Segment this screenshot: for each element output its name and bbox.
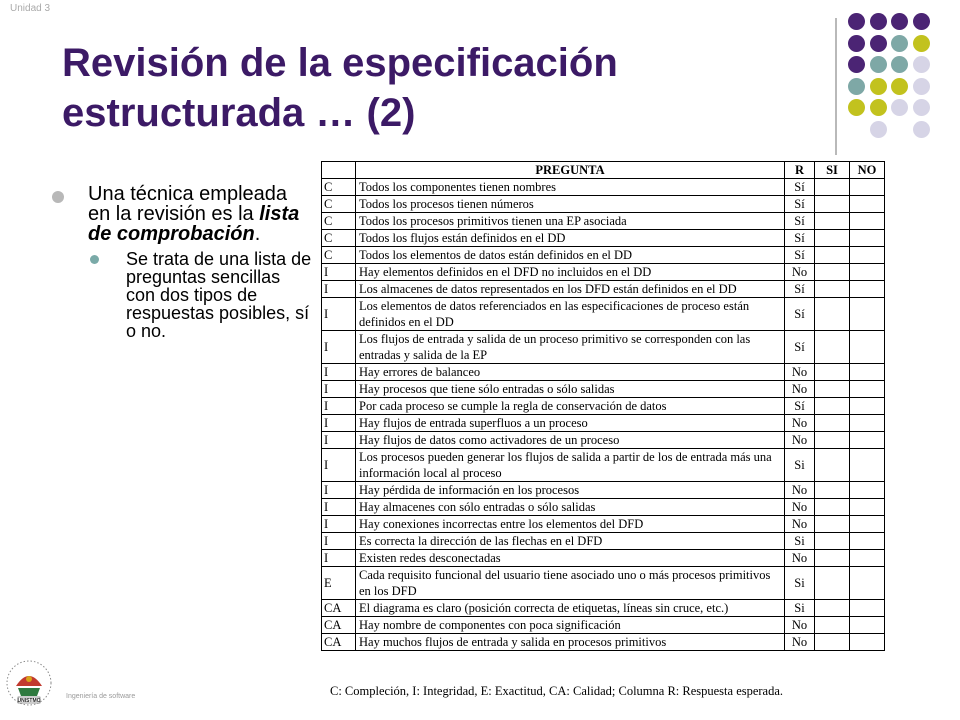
header-si: SI [815, 162, 850, 179]
title-line-2: estructurada … (2) [62, 91, 416, 135]
decorative-dot [848, 35, 865, 52]
row-type: I [322, 264, 356, 281]
bullet2-text: Se trata de una lista de preguntas sencillas con dos tipos de respuestas posibles, sí o no. [126, 249, 312, 341]
row-no [850, 415, 885, 432]
row-type: I [322, 398, 356, 415]
row-no [850, 331, 885, 364]
row-expected: No [785, 482, 815, 499]
row-si [815, 364, 850, 381]
row-type: CA [322, 634, 356, 651]
row-type: I [322, 550, 356, 567]
row-expected: No [785, 364, 815, 381]
table-row [322, 499, 885, 516]
row-no [850, 432, 885, 449]
row-si [815, 533, 850, 550]
row-type: I [322, 364, 356, 381]
row-question: Hay almacenes con sólo entradas o sólo salidas [356, 499, 785, 516]
vertical-divider [835, 18, 837, 155]
table-row [322, 398, 885, 415]
table-row [322, 298, 885, 331]
table-row [322, 449, 885, 482]
sub-bullet-marker [90, 255, 99, 264]
decorative-dot [891, 99, 908, 116]
row-no [850, 381, 885, 398]
decorative-dot [870, 99, 887, 116]
row-expected: No [785, 499, 815, 516]
decorative-dot [870, 78, 887, 95]
decorative-dot [891, 13, 908, 30]
row-no [850, 482, 885, 499]
row-si [815, 432, 850, 449]
row-question: Los elementos de datos referenciados en las especificaciones de proceso están definidos en el DD [356, 298, 785, 331]
row-si [815, 230, 850, 247]
bullet-marker [52, 191, 64, 203]
decorative-dot [913, 35, 930, 52]
row-expected: Si [785, 449, 815, 482]
bullet-item-1 [50, 184, 312, 244]
row-expected: Sí [785, 247, 815, 264]
row-expected: No [785, 634, 815, 651]
decorative-dot [913, 99, 930, 116]
row-type: I [322, 331, 356, 364]
table-row [322, 415, 885, 432]
row-si [815, 449, 850, 482]
decorative-dot [913, 78, 930, 95]
row-expected: Sí [785, 230, 815, 247]
row-expected: No [785, 264, 815, 281]
row-no [850, 230, 885, 247]
row-question: Hay nombre de componentes con poca significación [356, 617, 785, 634]
row-question: Hay pérdida de información en los procesos [356, 482, 785, 499]
row-no [850, 179, 885, 196]
bullet-list [50, 184, 312, 340]
row-si [815, 298, 850, 331]
row-no [850, 600, 885, 617]
decorative-dot [870, 121, 887, 138]
row-si [815, 381, 850, 398]
row-expected: Si [785, 533, 815, 550]
row-si [815, 247, 850, 264]
row-no [850, 298, 885, 331]
row-type: CA [322, 600, 356, 617]
row-question: Los procesos pueden generar los flujos de salida a partir de los de entrada más una información local al proceso [356, 449, 785, 482]
table-row [322, 331, 885, 364]
row-expected: Sí [785, 213, 815, 230]
logo-text: UNISTMO [17, 698, 41, 704]
row-no [850, 634, 885, 651]
checklist-table [321, 161, 885, 651]
table-row [322, 567, 885, 600]
table-row [322, 179, 885, 196]
footer-label: Ingeniería de software [66, 693, 136, 700]
row-expected: No [785, 516, 815, 533]
row-si [815, 634, 850, 651]
row-type: E [322, 567, 356, 600]
row-si [815, 179, 850, 196]
table-row [322, 381, 885, 398]
row-expected: Sí [785, 179, 815, 196]
row-no [850, 196, 885, 213]
row-question: Hay flujos de entrada superfluos a un proceso [356, 415, 785, 432]
row-question: Hay flujos de datos como activadores de un proceso [356, 432, 785, 449]
row-si [815, 499, 850, 516]
row-no [850, 567, 885, 600]
row-question: Todos los procesos tienen números [356, 196, 785, 213]
table-row [322, 247, 885, 264]
decorative-dot [870, 56, 887, 73]
row-si [815, 415, 850, 432]
table-row [322, 213, 885, 230]
bullet1-suffix: . [254, 223, 261, 245]
row-no [850, 516, 885, 533]
bullet1-prefix: Una técnica empleada en la revisión es la [88, 183, 288, 225]
slide-title [62, 38, 802, 138]
row-question: Cada requisito funcional del usuario tiene asociado uno o más procesos primitivos en los DFD [356, 567, 785, 600]
decorative-dot [891, 78, 908, 95]
row-si [815, 331, 850, 364]
row-question: Todos los componentes tienen nombres [356, 179, 785, 196]
row-no [850, 533, 885, 550]
decorative-dot [848, 78, 865, 95]
row-question: Todos los flujos están definidos en el DD [356, 230, 785, 247]
decorative-dot [848, 99, 865, 116]
row-type: I [322, 381, 356, 398]
row-expected: Sí [785, 281, 815, 298]
table-row [322, 617, 885, 634]
row-question: Existen redes desconectadas [356, 550, 785, 567]
row-expected: Si [785, 567, 815, 600]
row-expected: Sí [785, 331, 815, 364]
row-type: I [322, 415, 356, 432]
table-row [322, 634, 885, 651]
row-si [815, 196, 850, 213]
row-no [850, 247, 885, 264]
table-row [322, 550, 885, 567]
row-type: C [322, 179, 356, 196]
row-expected: Sí [785, 298, 815, 331]
row-type: I [322, 281, 356, 298]
row-type: C [322, 196, 356, 213]
bullet1-emphasis: lista de comprobación [88, 203, 300, 245]
table-row [322, 516, 885, 533]
decorative-dot [913, 13, 930, 30]
row-si [815, 264, 850, 281]
row-question: Hay procesos que tiene sólo entradas o sólo salidas [356, 381, 785, 398]
row-si [815, 213, 850, 230]
row-expected: No [785, 432, 815, 449]
row-type: C [322, 213, 356, 230]
decorative-dot [913, 56, 930, 73]
row-expected: No [785, 381, 815, 398]
row-type: C [322, 247, 356, 264]
row-expected: No [785, 617, 815, 634]
table-legend: C: Compleción, I: Integridad, E: Exactitud, CA: Calidad; Columna R: Respuesta esperada. [330, 684, 784, 698]
table-row [322, 533, 885, 550]
row-si [815, 281, 850, 298]
row-si [815, 516, 850, 533]
row-type: I [322, 533, 356, 550]
table-row [322, 196, 885, 213]
row-expected: No [785, 550, 815, 567]
row-type: CA [322, 617, 356, 634]
table-header-row [322, 162, 885, 179]
unit-label: Unidad 3 [10, 3, 51, 14]
row-question: Los flujos de entrada y salida de un proceso primitivo se corresponden con las entradas y salida de la EP [356, 331, 785, 364]
row-question: Por cada proceso se cumple la regla de conservación de datos [356, 398, 785, 415]
row-expected: Sí [785, 196, 815, 213]
row-no [850, 550, 885, 567]
row-si [815, 600, 850, 617]
row-question: Todos los elementos de datos están definidos en el DD [356, 247, 785, 264]
header-no: NO [850, 162, 885, 179]
table-row [322, 281, 885, 298]
row-question: El diagrama es claro (posición correcta de etiquetas, líneas sin cruce, etc.) [356, 600, 785, 617]
header-type [322, 162, 356, 179]
row-no [850, 449, 885, 482]
row-si [815, 567, 850, 600]
table-row [322, 600, 885, 617]
row-si [815, 398, 850, 415]
decorative-dot [913, 121, 930, 138]
row-si [815, 550, 850, 567]
decorative-dot [848, 56, 865, 73]
decorative-dot [891, 56, 908, 73]
row-type: I [322, 432, 356, 449]
title-line-1: Revisión de la especificación [62, 41, 618, 85]
decorative-dot [870, 35, 887, 52]
row-type: I [322, 499, 356, 516]
table-row [322, 432, 885, 449]
bullet-item-2 [50, 250, 312, 340]
row-type: I [322, 298, 356, 331]
table-row [322, 482, 885, 499]
row-type: I [322, 482, 356, 499]
row-no [850, 264, 885, 281]
decorative-dot [848, 13, 865, 30]
table-row [322, 264, 885, 281]
row-si [815, 482, 850, 499]
row-question: Hay muchos flujos de entrada y salida en procesos primitivos [356, 634, 785, 651]
table-row [322, 364, 885, 381]
row-question: Hay elementos definidos en el DFD no incluidos en el DD [356, 264, 785, 281]
row-type: I [322, 516, 356, 533]
header-r: R [785, 162, 815, 179]
row-no [850, 499, 885, 516]
row-no [850, 617, 885, 634]
row-question: Hay conexiones incorrectas entre los elementos del DFD [356, 516, 785, 533]
table-row [322, 230, 885, 247]
row-question: Es correcta la dirección de las flechas en el DFD [356, 533, 785, 550]
row-question: Los almacenes de datos representados en los DFD están definidos en el DD [356, 281, 785, 298]
row-no [850, 213, 885, 230]
header-pregunta: PREGUNTA [356, 162, 785, 179]
decorative-dot [891, 35, 908, 52]
decorative-dot [870, 13, 887, 30]
row-no [850, 364, 885, 381]
row-question: Hay errores de balanceo [356, 364, 785, 381]
row-expected: Sí [785, 398, 815, 415]
row-question: Todos los procesos primitivos tienen una EP asociada [356, 213, 785, 230]
row-expected: No [785, 415, 815, 432]
row-no [850, 398, 885, 415]
university-logo [4, 658, 54, 716]
row-no [850, 281, 885, 298]
row-expected: Si [785, 600, 815, 617]
row-type: C [322, 230, 356, 247]
row-si [815, 617, 850, 634]
row-type: I [322, 449, 356, 482]
